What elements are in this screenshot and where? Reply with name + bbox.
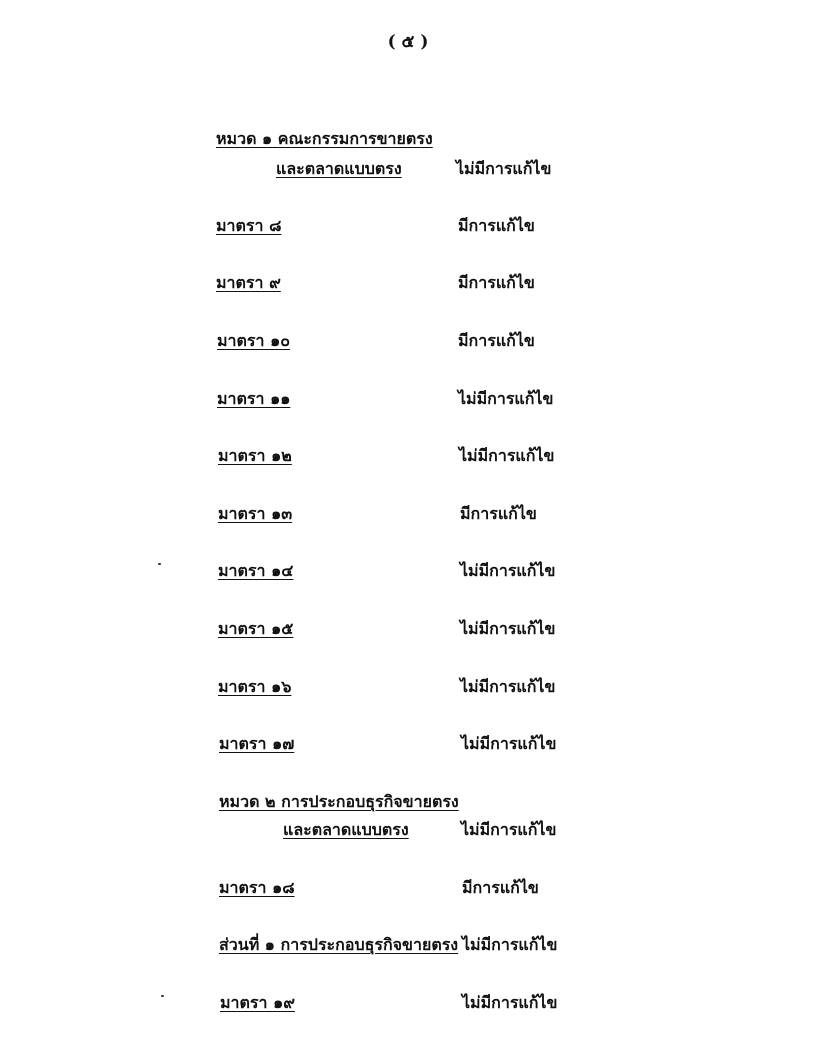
section-status: มีการแก้ไข [460,504,537,523]
part-1-status: ไม่มีการแก้ไข [462,935,558,954]
section-row [0,732,816,762]
section-label: มาตรา ๑๙ [220,993,295,1012]
page-number: ( ๕ ) [387,32,429,52]
section-status: ไม่มีการแก้ไข [460,619,556,638]
section-status: ไม่มีการแก้ไข [460,677,556,696]
chapter-2-subheading [0,818,816,848]
section-status: มีการแก้ไข [458,273,535,292]
section-label: มาตรา ๑๐ [217,331,290,350]
section-label: มาตรา ๑๖ [218,677,292,696]
section-label: มาตรา ๑๔ [218,561,294,580]
chapter-2-heading [0,790,816,820]
section-row [0,876,816,906]
section-label: มาตรา ๑๓ [218,504,293,523]
section-label: มาตรา ๑๘ [219,878,295,897]
section-row [0,502,816,532]
section-row [0,444,816,474]
section-label: มาตรา ๑๒ [218,446,292,465]
section-label: มาตรา ๘ [216,216,282,235]
section-status: ไม่มีการแก้ไข [458,389,554,408]
section-row [0,991,816,1021]
section-row [0,559,816,589]
section-row [0,675,816,705]
chapter-1-title: หมวด ๑ คณะกรรมการขายตรง [216,129,433,148]
chapter-2-title: หมวด ๒ การประกอบธุรกิจขายตรง [219,792,459,811]
section-label: มาตรา ๑๕ [218,619,294,638]
chapter-2-subtitle: และตลาดแบบตรง [283,820,409,839]
chapter-2-status: ไม่มีการแก้ไข [461,820,557,839]
section-status: มีการแก้ไข [458,216,535,235]
section-row [0,387,816,417]
section-row [0,214,816,244]
section-status: มีการแก้ไข [458,331,535,350]
section-label: มาตรา ๑๗ [219,734,295,753]
scan-speck [158,563,161,565]
scan-speck [161,995,164,997]
section-row [0,271,816,301]
chapter-1-status: ไม่มีการแก้ไข [456,159,552,178]
section-label: มาตรา ๑๑ [217,389,291,408]
section-status: ไม่มีการแก้ไข [461,734,557,753]
chapter-1-subtitle: และตลาดแบบตรง [276,159,402,178]
section-status: ไม่มีการแก้ไข [459,446,555,465]
section-row [0,329,816,359]
part-1-row [0,933,816,963]
section-row [0,617,816,647]
section-status: ไม่มีการแก้ไข [460,561,556,580]
part-1-title: ส่วนที่ ๑ การประกอบธุรกิจขายตรง [219,935,459,954]
section-status: มีการแก้ไข [462,878,539,897]
section-label: มาตรา ๙ [216,273,281,292]
chapter-1-heading [0,127,816,157]
section-status: ไม่มีการแก้ไข [462,993,558,1012]
chapter-1-subheading [0,157,816,187]
